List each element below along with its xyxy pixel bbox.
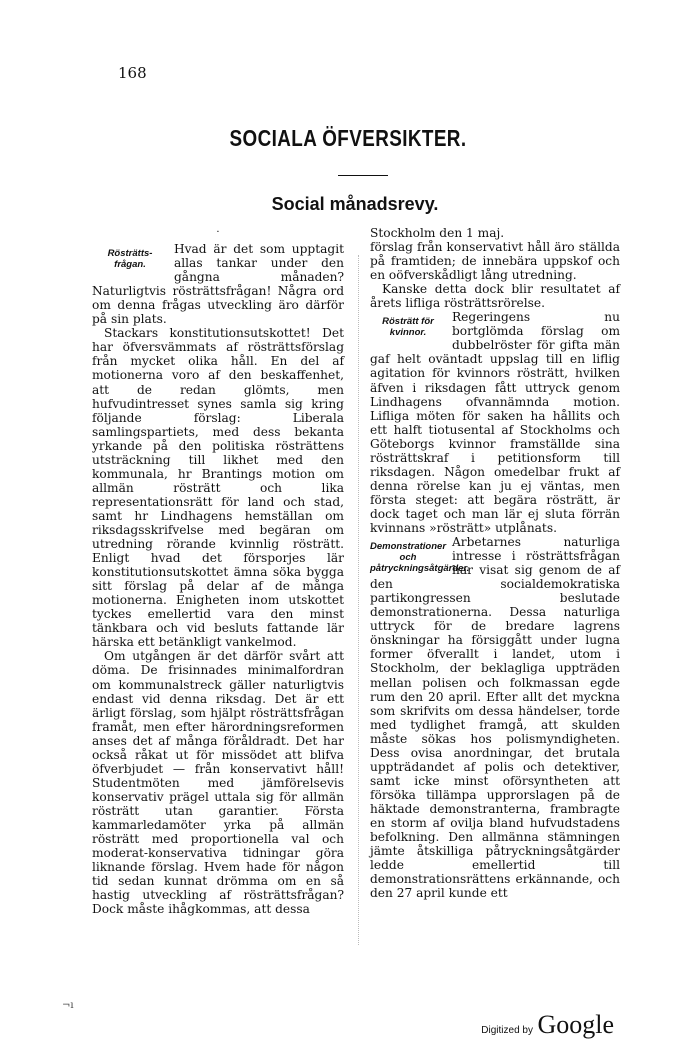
margin-note-demonstration: Demonstrationer och påtryckningsåtgärder. — [370, 541, 470, 575]
paragraph-text: Hvad är det som upptagit allas tankar under den gångna månaden? Naturligtvis rösträttsfrågan! Några ord om denna frågas utveckling äro därför på sin plats. — [92, 242, 344, 327]
digitized-footer — [481, 1010, 614, 1040]
ornament-dot: · — [216, 227, 220, 238]
section-title: SOCIALA ÖFVERSIKTER. — [229, 125, 467, 151]
paragraph: Om utgången är det därför svårt att döma. De frisinnades minimalfordran om kommunalstreck gäller naturligtvis endast vid denna riksdag. Det är ett ärligt förslag, som hjälpt rösträttsfrågan framåt, men efter härordningsreformen anses det af många föråldradt. Det har också råkat ut för missödet att blifva öfverbjudet — från konservativt håll! Studentmöten med jämförelsevis konservativ prägel uttala sig för allmän rösträtt utan garantier. Första kammarledamöter yrka på allmän rösträtt med proportionella val och moderat-konservativa tidningar göra liknande förslag. Hvem hade för någon tid sedan kunnat drömma om en så hastig utveckling af rösträttsfrågan? Dock måste ihågkommas, att dessa — [92, 649, 344, 917]
margin-note-rostrattsfragan: Rösträtts-frågan. — [107, 248, 153, 271]
dateline: Stockholm den 1 maj. — [370, 226, 505, 240]
article-subtitle: Social månadsrevy. — [271, 194, 439, 214]
paragraph-text: Arbetarnes naturliga intresse i rösträttsfrågan har visat sig genom de af den socialdemokratiska partikongressen beslutade demonstrationerna. Dessa naturliga uttryck för de bredare lagrens önskningar ha försiggått under lugna former öfverallt i landet, utom i Stockholm, der beklagliga uppträden mellan polisen och folkmassan egde rum den 20 april. Efter allt det myckna som skrifvits om dessa händelser, torde med tydlighet framgå, att skulden måste sökas hos polismyndigheten. Dess ovisa anordningar, det brutala uppträdandet af polis och detektiver, samt icke minst oförsyntheten att försöka tillämpa upprorslagen på de häktade demonstranterna, frambragte en storm af ovilja bland hufvudstadens befolkning. Den allmänna stämningen jämte åtskilliga påtryckningsåtgärder ledde emellertid till demonstrationsrättens erkännande, och den 27 april kunde ett — [370, 535, 620, 901]
paragraph — [370, 310, 620, 535]
margin-note-kvinnor: Rösträtt för kvinnor. — [382, 316, 434, 339]
paragraph: Kanske detta dock blir resultatet af årets lifliga rösträttsrörelse. — [370, 282, 620, 311]
paragraph: förslag från konservativt håll äro ställda på framtiden; de innebära uppskof och en oöfverskådligt lång utredning. — [370, 240, 620, 283]
google-logo: Google — [537, 1010, 614, 1039]
digitized-label: Digitized by — [481, 1025, 533, 1036]
scan-mark: ¬ı — [62, 1000, 74, 1011]
right-column — [370, 226, 620, 900]
title-divider — [338, 175, 388, 176]
paragraph-text: Regeringens nu bortglömda förslag om dubbelröster för gifta män gaf helt oväntadt uppslag till en liflig agitation för kvinnors rösträtt, hvilken äfven i riksdagen fått uttryck genom Lindhagens ofvannämnda motion. Lifliga möten för saken ha hållits och ett halft tiotusental af Stockholms och Göteborgs kvinnor framställde sina rösträttskraf i petitionsform till riksdagen. Någon omedelbar frukt af denna rörelse kan ju ej väntas, men första steget: att begära rösträtt, är dock taget och man lär ej sluta förrän kvinnans »rösträtt» utplånats. — [370, 310, 620, 535]
paragraph: Stackars konstitutionsutskottet! Det har öfversvämmats af rösträttsförslag från mycket olika håll. En del af motionerna voro af den beskaffenhet, att de redan glömts, men hufvudintresset synes samla sig kring följande förslag: Liberala samlingspartiets, med dess bekanta yrkande på den politiska rösträttens utsträckning till likhet med den kommunala, hr Brantings motion om allmän rösträtt och lika representationsrätt för land och stad, samt hr Lindhagens hemställan om riksdagsskrifvelse med begäran om utredning rörande kvinnlig rösträtt. Enligt hvad det försporjes lär konstitutionsutskottet ämna söka bygga sitt förslag på delar af de många motionerna. Enigheten inom utskottet tyckes emellertid vara den minst tänkbara och vid besluts fattande lär härska ett betänkligt vankelmod. — [92, 326, 344, 650]
left-column — [92, 226, 344, 916]
paragraph — [370, 535, 620, 900]
paragraph — [92, 242, 344, 326]
column-divider — [358, 255, 359, 945]
page-number: 168 — [118, 64, 147, 82]
